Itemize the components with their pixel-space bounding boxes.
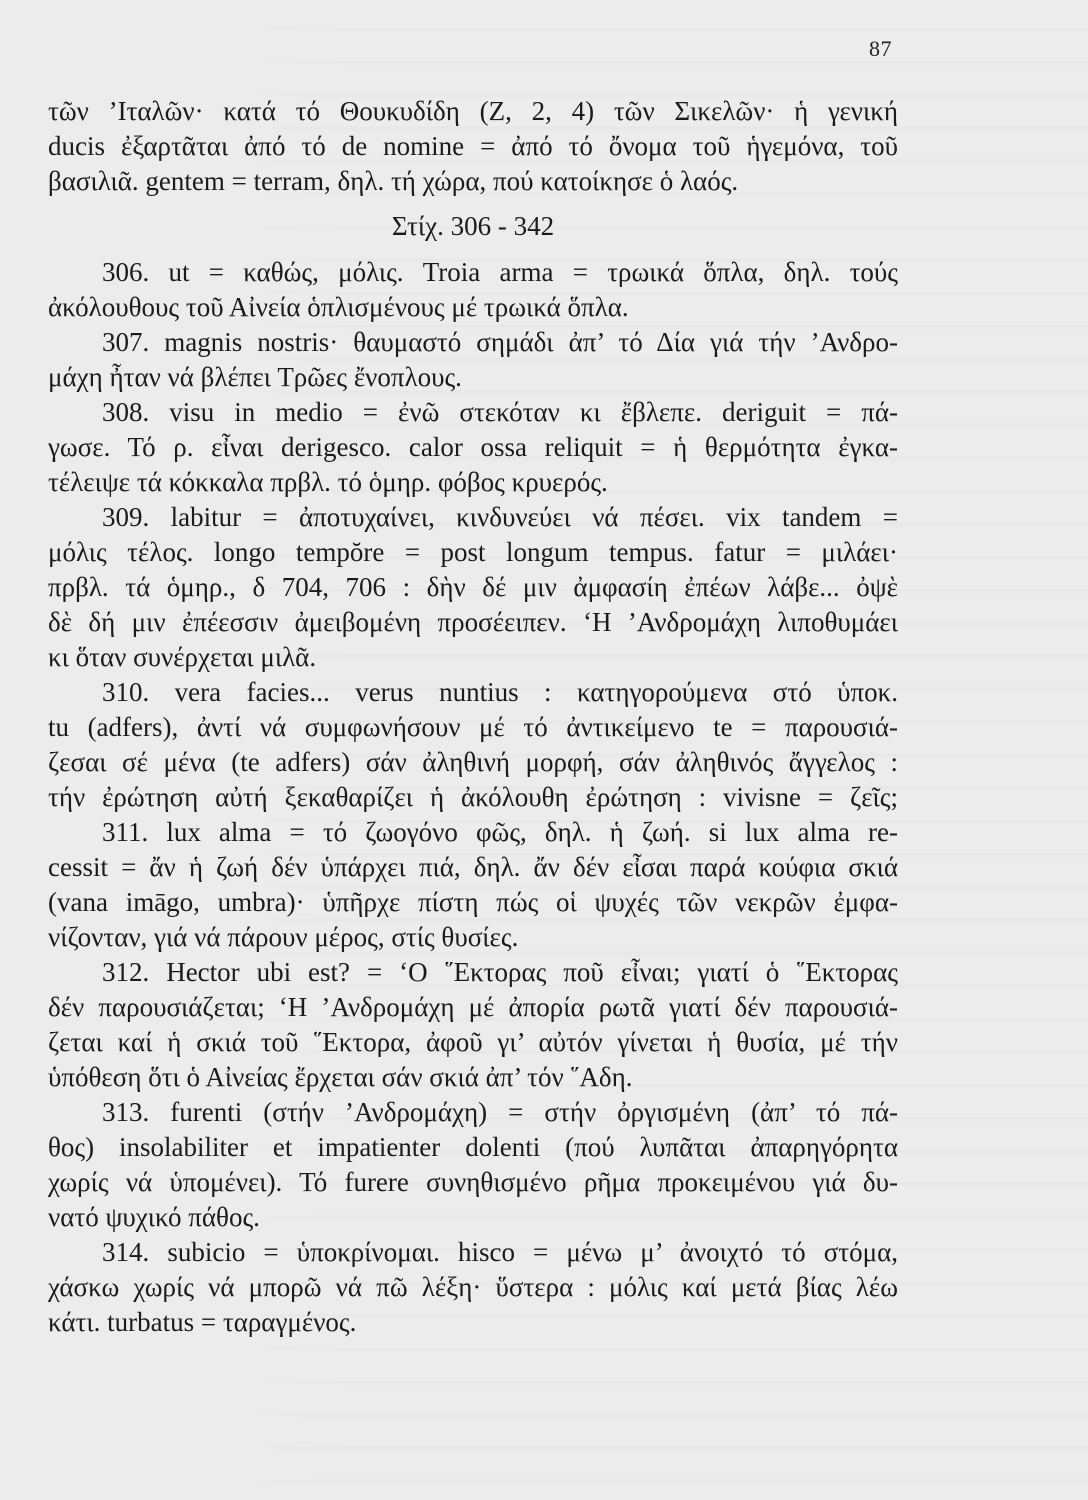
text-line: 307. magnis nostris· θαυμαστό σημάδι ἀπ’ τό Δία γιά τήν ’Ανδρο-	[102, 327, 898, 357]
text-line: τήν ἐρώτηση αὐτή ξεκαθαρίζει ἡ ἀκόλουθη ἐρώτηση : vivisne = ζεῖς;	[48, 782, 898, 812]
text-line: μάχη ἦταν νά βλέπει Τρῶες ἔνοπλους.	[48, 362, 462, 392]
text-line: 313. furenti (στήν ’Ανδρομάχη) = στήν ὀργισμένη (ἀπ’ τό πά-	[102, 1097, 898, 1127]
text-line: τέλειψε τά κόκκαλα πρβλ. τό ὁμηρ. φόβος κρυερός.	[48, 467, 608, 497]
text-line: 314. subicio = ὑποκρίνομαι. hisco = μένω μ’ ἀνοιχτό τό στόμα,	[102, 1237, 898, 1267]
text-line: tu (adfers), ἀντί νά συμφωνήσουν μέ τό ἀντικείμενο te = παρουσιά-	[48, 712, 898, 742]
page-number: 87	[869, 36, 892, 61]
text-line: χωρίς νά ὑπομένει). Τό furere συνηθισμένο ρῆμα προκειμένου γιά δυ-	[48, 1167, 898, 1197]
text-line: κάτι. turbatus = ταραγμένος.	[48, 1307, 357, 1337]
text-line: 311. lux alma = τό ζωογόνο φῶς, δηλ. ἡ ζωή. si lux alma re-	[102, 817, 898, 847]
text-line: ἀκόλουθους τοῦ Αἰνεία ὁπλισμένους μέ τρωικά ὅπλα.	[48, 292, 629, 322]
text-line: πρβλ. τά ὁμηρ., δ 704, 706 : δὴν δέ μιν ἀμφασίη ἐπέων λάβε... ὀψὲ	[48, 572, 898, 602]
text-line: νατό ψυχικό πάθος.	[48, 1202, 260, 1232]
text-line: 306. ut = καθώς, μόλις. Troia arma = τρωικά ὅπλα, δηλ. τούς	[102, 257, 898, 287]
text-line: γωσε. Τό ρ. εἶναι derigesco. calor ossa reliquit = ἡ θερμότητα ἐγκα-	[48, 432, 898, 462]
text-line: τῶν ’Ιταλῶν· κατά τό Θουκυδίδη (Ζ, 2, 4) τῶν Σικελῶν· ἡ γενική	[48, 96, 898, 126]
text-line: ducis ἐξαρτᾶται ἀπό τό de nomine = ἀπό τό ὄνομα τοῦ ἡγεμόνα, τοῦ	[48, 131, 898, 161]
text-line: δέν παρουσιάζεται; ‘Η ’Ανδρομάχη μέ ἀπορία ρωτᾶ γιατί δέν παρουσιά-	[48, 992, 898, 1022]
text-line: cessit = ἄν ἡ ζωή δέν ὑπάρχει πιά, δηλ. ἄν δέν εἶσαι παρά κούφια σκιά	[48, 852, 898, 882]
text-line: χάσκω χωρίς νά μπορῶ νά πῶ λέξη· ὕστερα : μόλις καί μετά βίας λέω	[48, 1272, 898, 1302]
section-heading: Στίχ. 306 - 342	[391, 211, 555, 241]
text-line: νίζονταν, γιά νά πάρουν μέρος, στίς θυσίες.	[48, 922, 519, 952]
text-line: ζεσαι σέ μένα (te adfers) σάν ἀληθινή μορφή, σάν ἀληθινός ἄγγελος :	[48, 747, 898, 777]
text-line: δὲ δή μιν ἐπέεσσιν ἀμειβομένη προσέειπεν. ‘Η ’Ανδρομάχη λιποθυμάει	[48, 607, 898, 637]
text-line: βασιλιᾶ. gentem = terram, δηλ. τή χώρα, πού κατοίκησε ὁ λαός.	[48, 166, 739, 196]
text-line: κι ὅταν συνέρχεται μιλᾶ.	[48, 642, 317, 672]
text-line: θος) insolabiliter et impatienter dolenti (πού λυπᾶται ἀπαρηγόρητα	[48, 1132, 898, 1162]
text-line: ὑπόθεση ὅτι ὁ Αἰνείας ἔρχεται σάν σκιά ἀπ’ τόν ῞Αδη.	[48, 1062, 633, 1092]
text-line: ζεται καί ἡ σκιά τοῦ ῞Εκτορα, ἀφοῦ γι’ αὐτόν γίνεται ἡ θυσία, μέ τήν	[48, 1027, 898, 1057]
commentary-text-block	[48, 94, 898, 1340]
text-line: (vana imāgo, umbra)· ὑπῆρχε πίστη πώς οἱ ψυχές τῶν νεκρῶν ἐμφα-	[48, 887, 898, 917]
text-line: 312. Hector ubi est? = ‘Ο ῞Εκτορας ποῦ εἶναι; γιατί ὁ ῞Εκτορας	[102, 957, 898, 987]
text-line: 308. visu in medio = ἐνῶ στεκόταν κι ἔβλεπε. deriguit = πά-	[102, 397, 898, 427]
text-line: 309. labitur = ἀποτυχαίνει, κινδυνεύει νά πέσει. vix tandem =	[102, 502, 898, 532]
text-line: 310. vera facies... verus nuntius : κατηγορούμενα στό ὑποκ.	[102, 677, 898, 707]
text-line: μόλις τέλος. longo tempŏre = post longum tempus. fatur = μιλάει·	[48, 537, 898, 567]
